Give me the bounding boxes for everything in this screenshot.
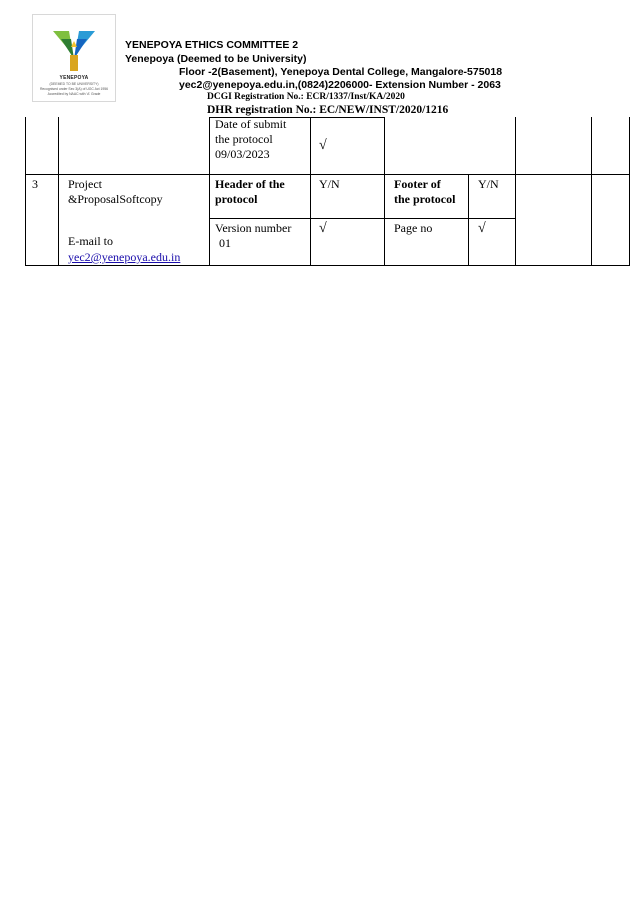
page-no-label: Page no bbox=[394, 221, 433, 235]
check-mark-icon: √ bbox=[319, 138, 327, 153]
university-name: Yenepoya (Deemed to be University) bbox=[125, 53, 307, 65]
page-no-check-icon: √ bbox=[478, 221, 486, 236]
submission-date: 09/03/2023 bbox=[215, 147, 270, 161]
footer-label-line1: Footer of bbox=[394, 177, 441, 191]
logo-name: YENEPOYA bbox=[59, 75, 89, 81]
footer-label-line2: the protocol bbox=[394, 192, 456, 206]
logo-subtitle: (DEEMED TO BE UNIVERSITY) bbox=[49, 82, 99, 86]
email-link[interactable]: yec2@yenepoya.edu.in bbox=[68, 250, 181, 264]
contact-line: yec2@yenepoya.edu.in,(0824)2206000- Extension Number - 2063 bbox=[179, 79, 501, 91]
header-yn: Y/N bbox=[319, 177, 340, 191]
committee-title: YENEPOYA ETHICS COMMITTEE 2 bbox=[125, 39, 299, 51]
date-label-line2: the protocol bbox=[215, 132, 273, 146]
address-line: Floor -2(Basement), Yenepoya Dental College, Mangalore-575018 bbox=[179, 66, 503, 78]
header-label-line2: protocol bbox=[215, 192, 258, 206]
date-label-line1: Date of submit bbox=[215, 117, 287, 131]
logo-recognition: Recognised under Sec 3(A) of UGC Act 1956 bbox=[39, 87, 109, 91]
version-value: 01 bbox=[219, 236, 231, 250]
dcgi-registration: DCGI Registration No.: ECR/1337/Inst/KA/2020 bbox=[207, 92, 405, 102]
item-title-line1: Project bbox=[68, 177, 102, 191]
yenepoya-logo bbox=[32, 14, 116, 102]
version-label: Version number bbox=[215, 221, 292, 235]
logo-emblem-icon bbox=[49, 25, 99, 75]
logo-accreditation: Accredited by NAAC with 'A' Grade bbox=[47, 92, 101, 96]
item-title-line2: &ProposalSoftcopy bbox=[68, 192, 163, 206]
header-label-line1: Header of the bbox=[215, 177, 285, 191]
email-label: E-mail to bbox=[68, 234, 113, 248]
version-check-icon: √ bbox=[319, 221, 327, 236]
row-number: 3 bbox=[32, 177, 38, 191]
footer-yn: Y/N bbox=[478, 177, 499, 191]
dhr-registration: DHR registration No.: EC/NEW/INST/2020/1216 bbox=[207, 104, 449, 116]
